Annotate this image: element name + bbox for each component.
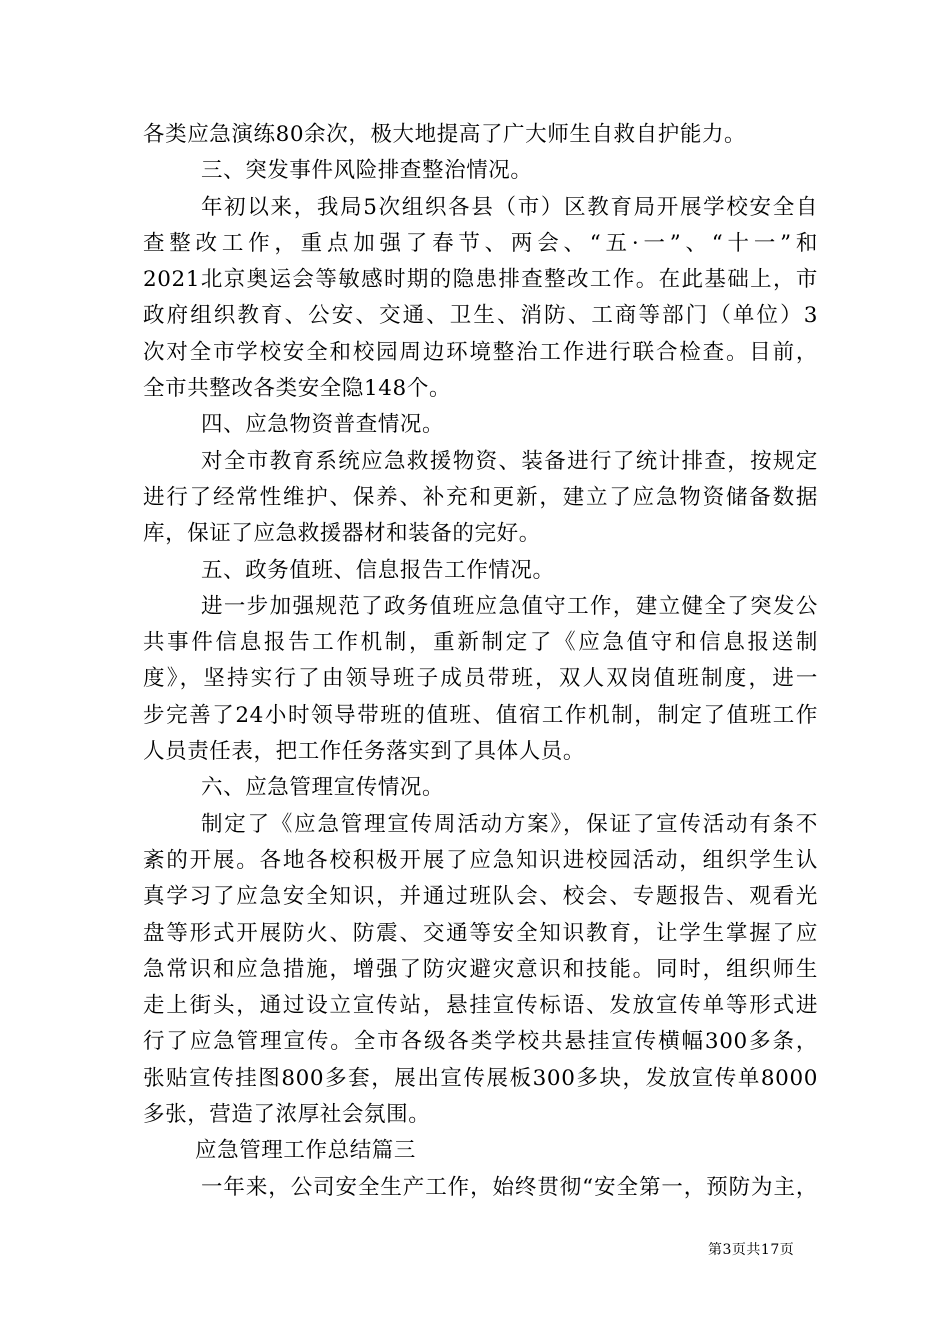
text-line: 年初以来，我局5次组织各县（市）区教育局开展学校安全自 — [201, 194, 818, 220]
page-number: 第3页共17页 — [708, 1242, 795, 1258]
text-line: 各类应急演练80余次，极大地提高了广大师生自救自护能力。 — [143, 122, 747, 147]
text-line: 度》，坚持实行了由领导班子成员带班，双人双岗值班制度，进一 — [143, 666, 818, 692]
text-line: 查整改工作，重点加强了春节、两会、“五·一”、“十一”和 — [143, 230, 818, 256]
text-line: 制定了《应急管理宣传周活动方案》，保证了宣传活动有条不 — [201, 811, 818, 837]
text-line: 五、政务值班、信息报告工作情况。 — [201, 557, 555, 583]
text-line: 共事件信息报告工作机制，重新制定了《应急值守和信息报送制 — [143, 630, 818, 656]
text-line: 进一步加强规范了政务值班应急值守工作，建立健全了突发公 — [201, 593, 818, 619]
text-line: 进行了经常性维护、保养、补充和更新，建立了应急物资储备数据 — [143, 484, 818, 510]
text-line: 人员责任表，把工作任务落实到了具体人员。 — [143, 739, 586, 765]
text-line: 一年来，公司安全生产工作，始终贯彻“安全第一，预防为主， — [201, 1174, 818, 1200]
text-line: 张贴宣传挂图800多套，展出宣传展板300多块，发放宣传单8000 — [143, 1065, 818, 1091]
text-line: 多张，营造了浓厚社会氛围。 — [143, 1102, 431, 1128]
text-line: 对全市教育系统应急救援物资、装备进行了统计排查，按规定 — [201, 448, 818, 474]
text-line: 行了应急管理宣传。全市各级各类学校共悬挂宣传横幅300多条， — [143, 1029, 818, 1055]
text-line: 步完善了24小时领导带班的值班、值宿工作机制，制定了值班工作 — [143, 702, 818, 728]
text-line: 库，保证了应急救援器材和装备的完好。 — [143, 521, 541, 547]
text-line: 全市共整改各类安全隐148个。 — [143, 376, 452, 402]
text-line: 2021北京奥运会等敏感时期的隐患排查整改工作。在此基础上，市 — [143, 267, 818, 293]
text-line: 急常识和应急措施，增强了防灾避灾意识和技能。同时，组织师生 — [143, 956, 818, 982]
text-line: 真学习了应急安全知识，并通过班队会、校会、专题报告、观看光 — [143, 884, 818, 910]
text-line: 政府组织教育、公安、交通、卫生、消防、工商等部门（单位）3 — [143, 303, 818, 329]
text-line: 盘等形式开展防火、防震、交通等安全知识教育，让学生掌握了应 — [143, 920, 818, 946]
body-text — [143, 117, 818, 1206]
text-line: 四、应急物资普查情况。 — [201, 412, 445, 438]
text-line: 次对全市学校安全和校园周边环境整治工作进行联合检查。目前， — [143, 339, 818, 365]
text-line: 紊的开展。各地各校积极开展了应急知识进校园活动，组织学生认 — [143, 847, 818, 873]
text-line: 三、突发事件风险排查整治情况。 — [201, 158, 533, 184]
text-line: 应急管理工作总结篇三 — [195, 1138, 417, 1164]
text-line: 走上街头，通过设立宣传站，悬挂宣传标语、发放宣传单等形式进 — [143, 993, 818, 1019]
text-line: 六、应急管理宣传情况。 — [201, 775, 445, 801]
